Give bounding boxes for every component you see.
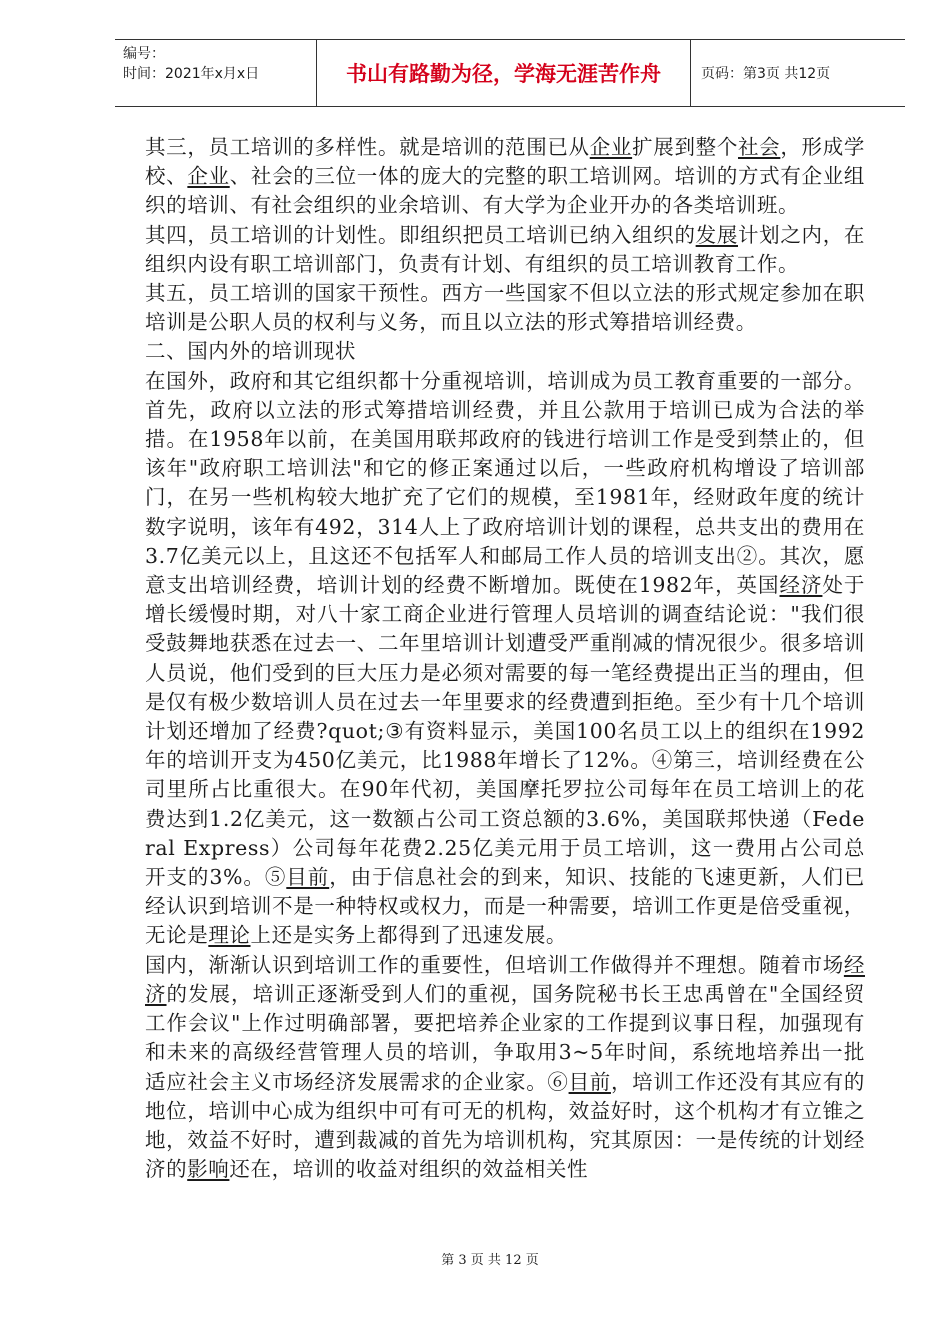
body-paragraph [145,133,865,221]
document-date-label: 时间：2021年x月x日 [123,66,260,82]
paragraph-text: 计划之内，在组织内设有职工培训部门，负责有计划、有组织的员工培训教育工作。 [145,222,865,276]
underlined-term: 经济 [145,952,865,1006]
underlined-term: 发展 [695,222,738,247]
underlined-term: 经济 [779,573,823,598]
underlined-term: 理论 [208,923,251,948]
paragraph-text: 其四，员工培训的计划性。即组织把员工培训已纳入组织的 [145,222,696,247]
paragraph-text: 其五，员工培训的国家干预性。西方一些国家不但以立法的形式规定参加在职培训是公职人员的权利与义务，而且以立法的形式筹措培训经费。 [145,281,865,335]
underlined-term: 目前 [286,865,330,890]
page-footer: 第 3 页 共 12 页 [441,1253,539,1268]
paragraph-text: 二、国内外的培训现状 [145,339,356,364]
paragraph-text: 处于增长缓慢时期，对八十家工商企业进行管理人员培训的调查结论说："我们很受鼓舞地获悉在过去一、二年里培训计划遭受严重削减的情况很少。很多培训人员说，他们受到的巨大压力是必须对需要的每一笔经费提出正当的理由，但是仅有极少数培训人员在过去一年里要求的经费遭到拒绝。至少有十几个培训计划还增加了经费?quot;③有资料显示，美国100名员工以上的组织在1992年的培训开支为450亿美元，比1988年增长了12%。④第三，培训经费在公司里所占比重很大。在90年代初，美国摩托罗拉公司每年在员工培训上的花费达到1.2亿美元，这一数额占公司工资总额的3.6%，美国联邦快递（Federal Express）公司每年花费2.25亿美元用于员工培训，这一费用占公司总开支的3%。⑤ [145,573,866,890]
header-meta-cell [115,40,317,106]
underlined-term: 企业 [187,164,230,189]
paragraph-text: ，培训工作还没有其应有的地位，培训中心成为组织中可有可无的机构，效益好时，这个机构才有立锥之地，效益不好时，遭到裁减的首先为培训机构，究其原因：一是传统的计划经济的 [145,1069,866,1182]
paragraph-text: 扩展到整个 [632,135,738,159]
header-page-number: 页码：第3页 共12页 [701,66,831,82]
document-number-label: 编号： [123,46,165,62]
underlined-term: 企业 [589,135,633,159]
paragraph-text: 的发展，培训正逐渐受到人们的重视，国务院秘书长王忠禹曾在"全国经贸工作会议"上作过明确部署，要把培养企业家的工作提到议事日程，加强现有和未来的高级经营管理人员的培训，争取用3~5年时间，系统地培养出一批适应社会主义市场经济发展需求的企业家。⑥ [145,981,865,1094]
header-motto: 书山有路勤为径，学海无涯苦作舟 [317,40,691,106]
body-paragraph [145,279,865,337]
document-body [145,133,865,1184]
body-paragraph [145,951,865,1185]
paragraph-text: 国内，渐渐认识到培训工作的重要性，但培训工作做得并不理想。随着市场 [145,952,844,977]
paragraph-text: 其三，员工培训的多样性。就是培训的范围已从 [145,135,590,159]
paragraph-text: ，由于信息社会的到来，知识、技能的飞速更新，人们已经认识到培训不是一种特权或权力，而是一种需要，培训工作更是倍受重视，无论是 [145,865,865,948]
paragraph-text: 在国外，政府和其它组织都十分重视培训，培训成为员工教育重要的一部分。首先，政府以立法的形式筹措培训经费，并且公款用于培训已成为合法的举措。在1958年以前，在美国用联邦政府的钱进行培训工作是受到禁止的，但该年"政府职工培训法"和它的修正案通过以后，一些政府机构增设了培训部门，在另一些机构较大地扩充了它们的规模，至1981年，经财政年度的统计数字说明，该年有492，314人上了政府培训计划的课程，总共支出的费用在3.7亿美元以上，且这还不包括军人和邮局工作人员的培训支出②。其次，愿意支出培训经费，培训计划的经费不断增加。既使在1982年，英国 [145,368,865,598]
underlined-term: 社会 [738,135,781,159]
document-header [115,39,905,107]
underlined-term: 目前 [568,1069,611,1094]
body-paragraph [145,337,865,366]
body-paragraph [145,221,865,279]
paragraph-text: 还在，培训的收益对组织的效益相关性 [229,1157,589,1182]
paragraph-text: ，形成学校、 [145,135,865,189]
paragraph-text: 上还是实务上都得到了迅速发展。 [250,923,568,948]
body-paragraph [145,367,865,951]
underlined-term: 影响 [187,1157,230,1182]
paragraph-text: 、社会的三位一体的庞大的完整的职工培训网。培训的方式有企业组织的培训、有社会组织的业余培训、有大学为企业开办的各类培训班。 [145,164,865,218]
